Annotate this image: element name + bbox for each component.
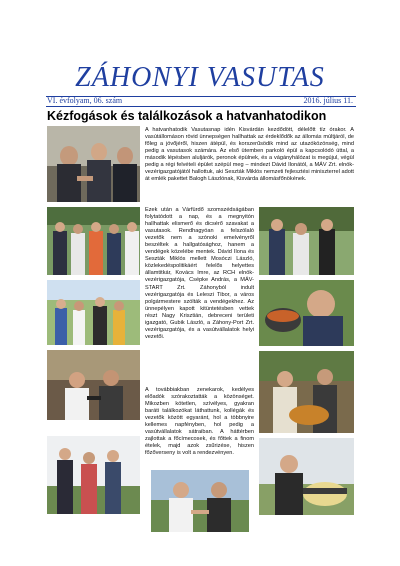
photo-dignitaries-handshake [47, 126, 140, 202]
photo-cooking-pot [259, 280, 354, 346]
photo-man-portrait [259, 207, 354, 275]
article-paragraph-3: A továbbiakban zenekarok, kedélyes előadók szórakoztatták a közönséget. Mikozben kötetlen, szívélyes, gyakran baráti találkozókat láthattunk, kollégák és vezetők között egyaránt, hol a többnyire kellemes napfényben, hol pedig a vasútvállalatok sátraiban. A háttérben zajlottak a főcímecosek, és főttek a finom ételek, majd azok zsűrizése, hiszen főzőverseny is volt a rendezvényen. [145, 387, 254, 457]
photo-group-under-tent [47, 436, 140, 514]
article-paragraph-1: A hatvanhatodik Vasutasnap idén Kisvárdán kezdődött, délelőtt tíz órakor. A vasútállomáson rövid ünnepségen hallhattak az érdeklődők az állomás múltjáról, de főleg a jövőjéről, hiszen átépül, és korszerűsödik mind az utazóközönség, mind pedig a vasutasok számára. Az első ütemben parkoló épül a kapcsolódó úttal, a második lépésben aluljárók, peronok épülnek, és a vágányhálózat is megújul, végül pedig a régi felvételi épület szépül meg – mindezt Dávid Ilonától, a MÁV Zrt. elnök-vezérigazgatójától hallottuk, aki Seszták Miklós nemzeti fejlesztési miniszterrel adott át emlék pakettet Balogh Lászlónak, Kisvárda állomásfőnökének. [145, 127, 354, 183]
photo-speaker-at-event [47, 350, 140, 420]
photo-crowd-outdoor [47, 280, 140, 345]
photo-people-by-cauldron [259, 351, 354, 433]
photo-handshake-center [151, 470, 249, 532]
masthead-title: ZÁHONYI VASUTAS [75, 62, 325, 93]
issue-date: 2016. július 11. [303, 96, 353, 105]
photo-women-dancing [259, 438, 354, 515]
article-headline: Kézfogások és találkozások a hatvanhatodikon [47, 109, 327, 123]
photo-officials-standing [47, 207, 140, 275]
issue-volume: VI. évfolyam, 06. szám [47, 96, 123, 105]
article-paragraph-2: Ezek után a Várfürdő szomszédságában folytatódott a nap, és a megnyitón hallhattak elismerő és dicsérő szavakat a vasutasok. Rendhagyóan a felszólaló vezetők nem a szónoki emelvényről beszéltek a hallgatósághoz, hanem a vendégek közelébe mentek. Dávid Ilona és Seszták Miklós mellett Mosóczi László, közlekedéspolitikáért felelős helyettes államtitkár, Kovács Imre, az RCH elnök-vezérigazgatója, Csépke András, a MÁV-START Zrt. Záhonyból indult vezérigazgatója és Leleszi Tibor, a város polgármestere szólták a vendégekhez. Az ünnepélyen kapott kitüntetésben vettek részt Nagy Krisztián, debreceni területi igazgató, Gubik László, a Záhony-Port Zrt. vezérigazgatója, és a vasútvállalatok helyi vezetői. [145, 207, 254, 340]
masthead-rule-bottom [46, 106, 356, 107]
